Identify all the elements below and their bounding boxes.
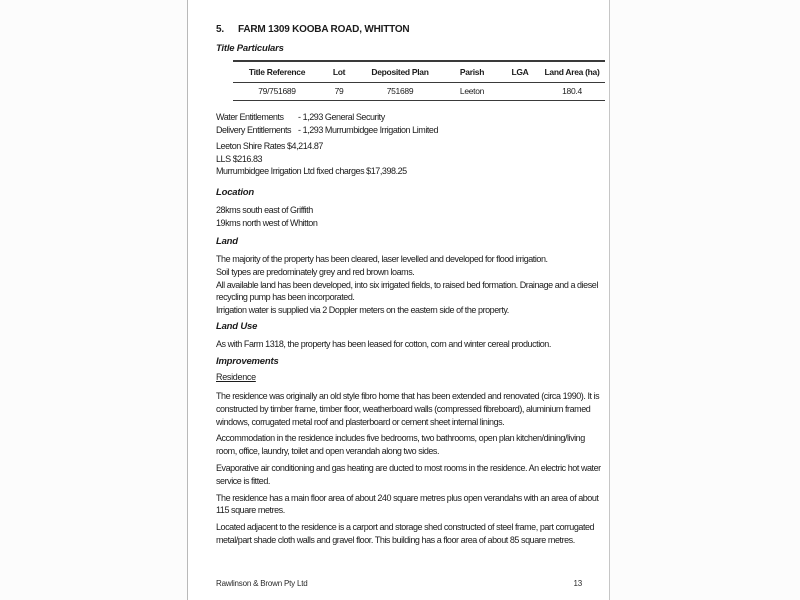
land-lines bbox=[216, 253, 602, 317]
footer-page-number: 13 bbox=[573, 579, 582, 588]
section-number: 5. bbox=[216, 24, 224, 35]
cell-land-area: 180.4 bbox=[539, 82, 605, 100]
accommodation-paragraph: Accommodation in the residence includes five bedrooms, two bathrooms, open plan kitchen/dining/living room, office, laundry, toilet and open verandah along two sides. bbox=[216, 433, 585, 457]
heading-land-use: Land Use bbox=[216, 321, 258, 332]
page-title bbox=[216, 24, 599, 35]
floor-area-paragraph: The residence has a main floor area of about 240 square metres plus open verandahs with an area of about 115 square metres. bbox=[216, 492, 599, 516]
col-land-area: Land Area (ha) bbox=[539, 61, 605, 82]
air-conditioning-paragraph: Evaporative air conditioning and gas heating are ducted to most rooms in the residence. An electric hot water service is fitted. bbox=[216, 462, 601, 486]
heading-land: Land bbox=[216, 236, 238, 247]
document-page bbox=[187, 0, 610, 600]
delivery-entitlements-value: - 1,293 Murrumbidgee Irrigation Limited bbox=[298, 124, 439, 135]
cell-lga bbox=[501, 82, 539, 100]
delivery-entitlements-row bbox=[216, 124, 602, 137]
page-title-text: FARM 1309 KOOBA ROAD, WHITTON bbox=[238, 24, 410, 35]
location-line-2: 19kms north west of Whitton bbox=[216, 217, 318, 228]
charge-line-fixed-charges: Murrumbidgee Irrigation Ltd fixed charges $17,398.25 bbox=[216, 166, 407, 177]
cell-parish: Leeton bbox=[443, 82, 501, 100]
land-line-1: The majority of the property has been cleared, laser levelled and developed for flood irrigation. bbox=[216, 254, 548, 264]
land-line-4: Irrigation water is supplied via 2 Doppler meters on the eastern side of the property. bbox=[216, 305, 509, 316]
cell-lot: 79 bbox=[321, 82, 357, 100]
col-lga: LGA bbox=[501, 61, 539, 82]
subheading-residence: Residence bbox=[216, 372, 256, 382]
table-row bbox=[233, 82, 605, 100]
col-parish: Parish bbox=[443, 61, 501, 82]
land-line-3: All available land has been developed, into six irrigated fields, to raised bed formation. Drainage and a diesel recycling pump has been incorporated. bbox=[216, 279, 598, 303]
entitlements-block bbox=[216, 111, 602, 136]
heading-location: Location bbox=[216, 187, 254, 198]
cell-title-reference: 79/751689 bbox=[233, 82, 321, 100]
location-line-1: 28kms south east of Griffith bbox=[216, 205, 313, 215]
charge-line-lls: LLS $216.83 bbox=[216, 153, 263, 164]
water-entitlements-label: Water Entitlements bbox=[216, 112, 284, 122]
water-entitlements-row bbox=[216, 111, 602, 124]
page-footer bbox=[216, 579, 582, 588]
carport-shed-paragraph: Located adjacent to the residence is a carport and storage shed constructed of steel frame, part corrugated metal/part shade cloth walls and gravel floor. This building has a floor area of about 85 square metres. bbox=[216, 522, 595, 545]
col-title-reference: Title Reference bbox=[233, 61, 321, 82]
land-use-text: As with Farm 1318, the property has been leased for cotton, corn and winter cereal production. bbox=[216, 339, 551, 349]
delivery-entitlements-label: Delivery Entitlements bbox=[216, 124, 292, 135]
title-particulars-table bbox=[233, 60, 605, 101]
land-line-2: Soil types are predominately grey and red brown loams. bbox=[216, 266, 415, 277]
table-header-row bbox=[233, 61, 605, 82]
water-entitlements-value: - 1,293 General Security bbox=[298, 112, 385, 122]
charges-block bbox=[216, 140, 602, 178]
heading-title-particulars: Title Particulars bbox=[216, 43, 284, 54]
heading-improvements: Improvements bbox=[216, 356, 279, 367]
improvements-paragraphs bbox=[216, 390, 602, 551]
cell-deposited-plan: 751689 bbox=[357, 82, 443, 100]
residence-description-paragraph: The residence was originally an old style fibro home that has been extended and renovated (circa 1990). It is constructed by timber frame, timber floor, weatherboard walls (compressed fibreboard), aluminium framed windows, corrugated metal roof and plasterboard or cement sheet internal linings. bbox=[216, 391, 600, 427]
location-lines bbox=[216, 204, 602, 230]
footer-company: Rawlinson & Brown Pty Ltd bbox=[216, 579, 308, 588]
col-deposited-plan: Deposited Plan bbox=[357, 61, 443, 82]
charge-line-rates: Leeton Shire Rates $4,214.87 bbox=[216, 141, 323, 151]
col-lot: Lot bbox=[321, 61, 357, 82]
